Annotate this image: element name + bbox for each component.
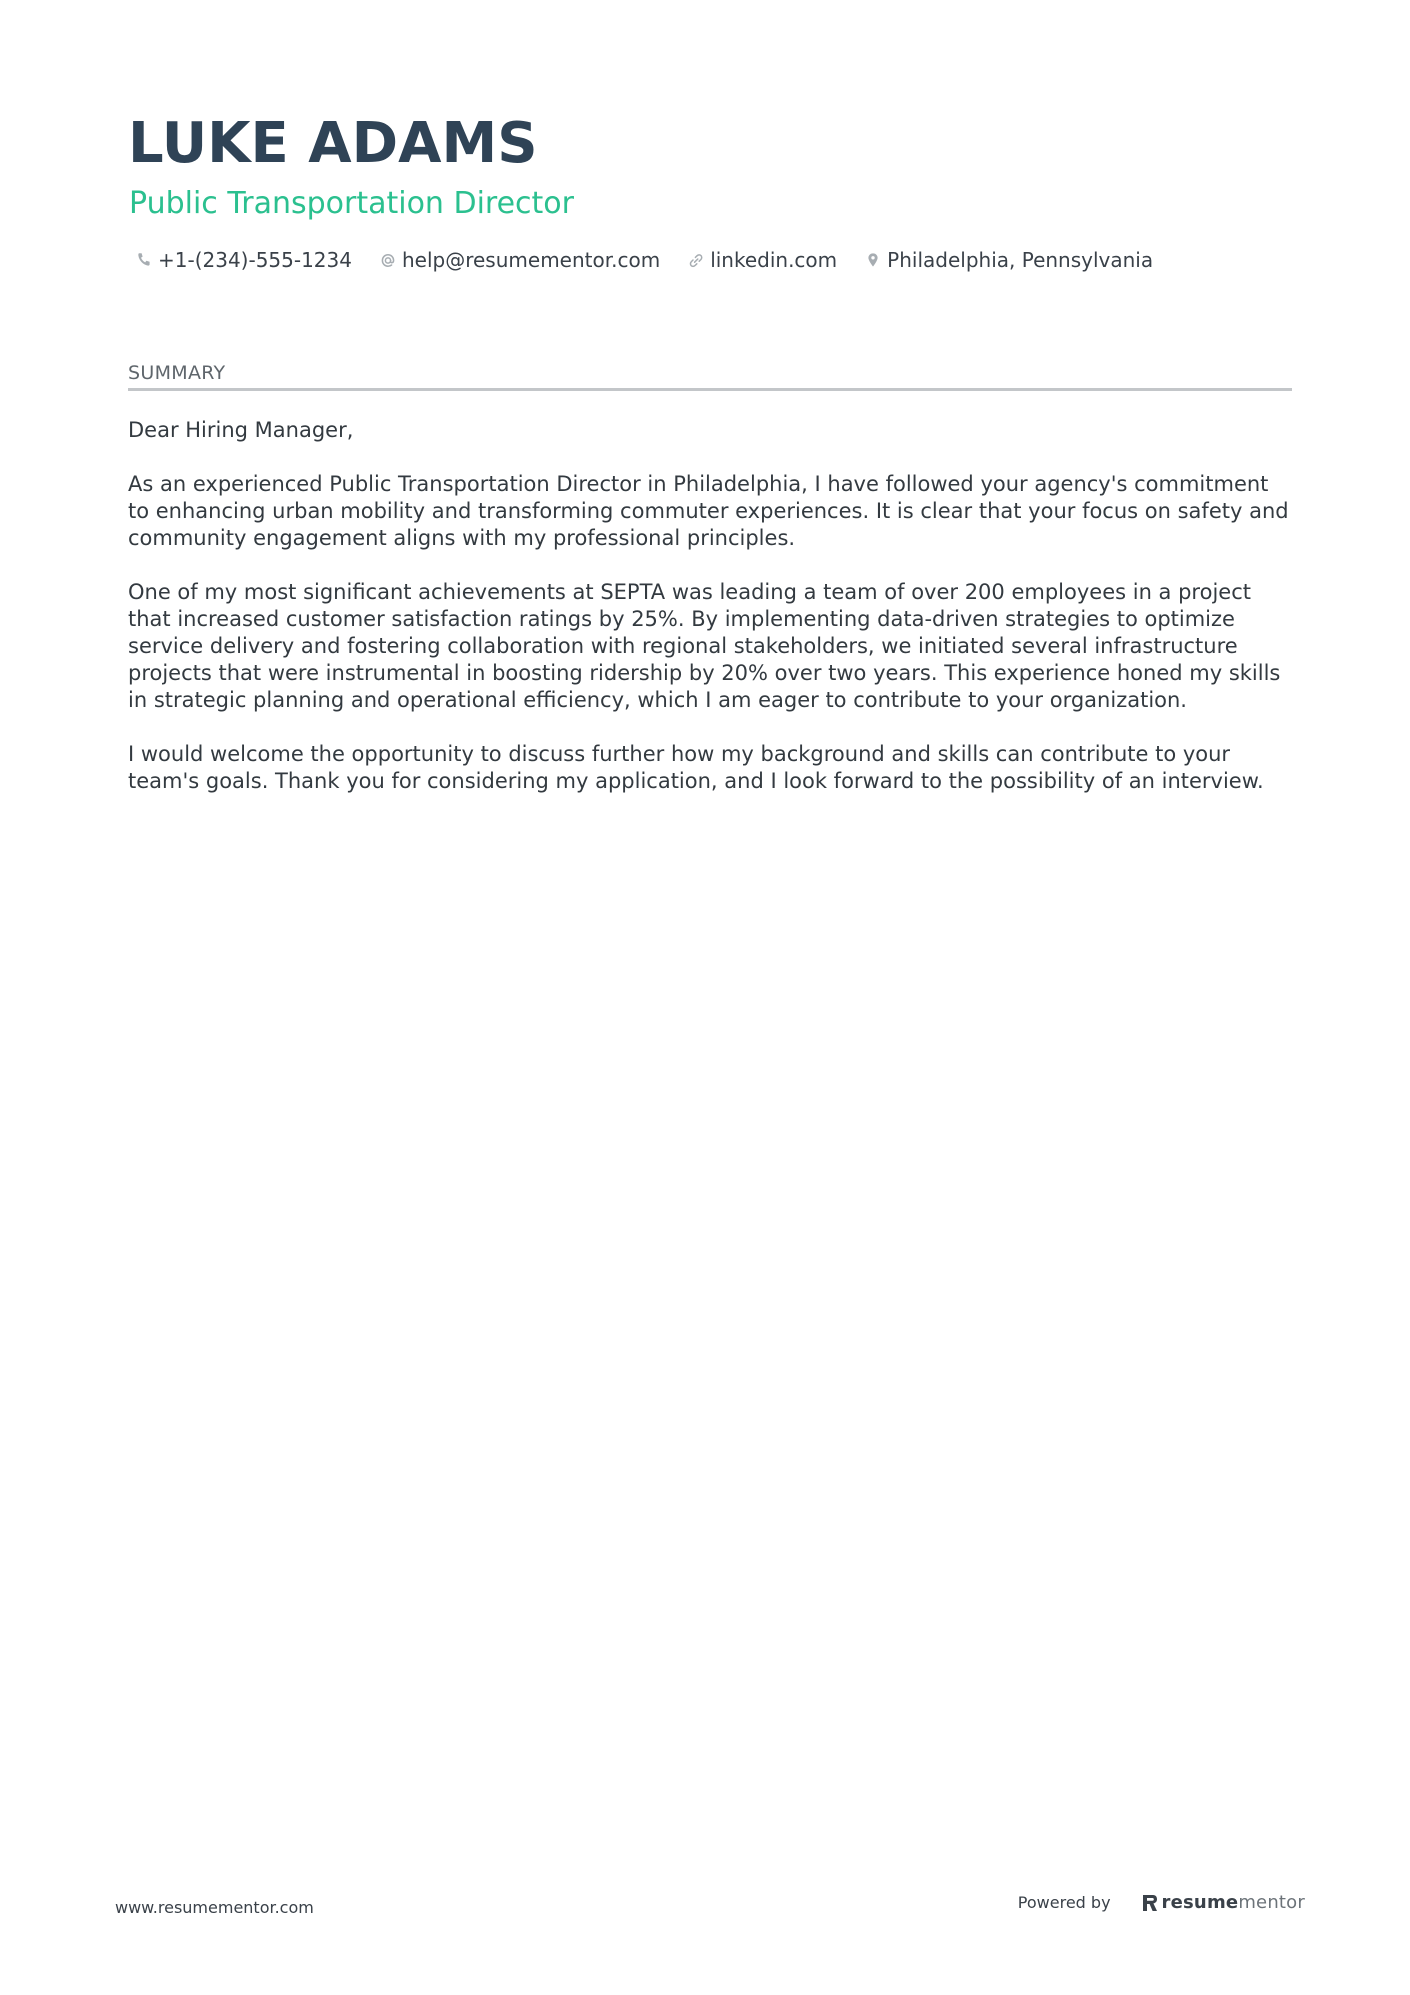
contact-info [136,246,1292,274]
footer-website[interactable]: www.resumementor.com [115,1898,314,1917]
contact-linkedin [688,246,837,274]
resume-header [128,108,1292,274]
paragraph-1: As an experienced Public Transportation Director in Philadelphia, I have followed your agency's commitment to enhancing urban mobility and transforming commuter experiences. It is clear that your focus on safety and community engagement aligns with my professional principles. [128,472,1289,550]
resumementor-wordmark [1162,1892,1305,1914]
phone-text: +1-(234)-555-1234 [158,248,352,272]
link-icon [688,251,704,269]
contact-email [380,246,660,274]
job-title: Public Transportation Director [129,186,574,221]
linkedin-text: linkedin.com [710,248,838,272]
email-text: help@resumementor.com [401,248,661,272]
resumementor-logo-icon [1141,1892,1159,1914]
section-heading: SUMMARY [128,360,1292,391]
letter-body [128,417,1292,795]
candidate-name: LUKE ADAMS [128,111,538,176]
powered-by-label: Powered by [1017,1893,1111,1912]
greeting: Dear Hiring Manager, [128,418,354,442]
phone-icon [136,251,152,269]
paragraph-2: One of my most significant achievements at SEPTA was leading a team of over 200 employees in a project that increased customer satisfaction ratings by 25%. By implementing data-driven strategies to optimize service delivery and fostering collaboration with regional stakeholders, we initiated several infrastructure projects that were instrumental in boosting ridership by 20% over two years. This experience honed my skills in strategic planning and operational efficiency, which I am eager to contribute to your organization. [128,580,1281,712]
brand-light-part: mentor [1238,1892,1305,1913]
contact-phone [136,246,352,274]
contact-location [865,246,1153,274]
location-pin-icon [865,251,881,269]
at-icon [380,251,396,269]
location-text: Philadelphia, Pennsylvania [887,248,1154,272]
brand-bold-part: resume [1161,1892,1239,1913]
summary-section [128,360,1292,822]
footer-branding [1018,1892,1305,1914]
paragraph-3: I would welcome the opportunity to discuss further how my background and skills can contribute to your team's goals. Thank you for considering my application, and I look forward to the possibility of an interview. [128,742,1264,793]
